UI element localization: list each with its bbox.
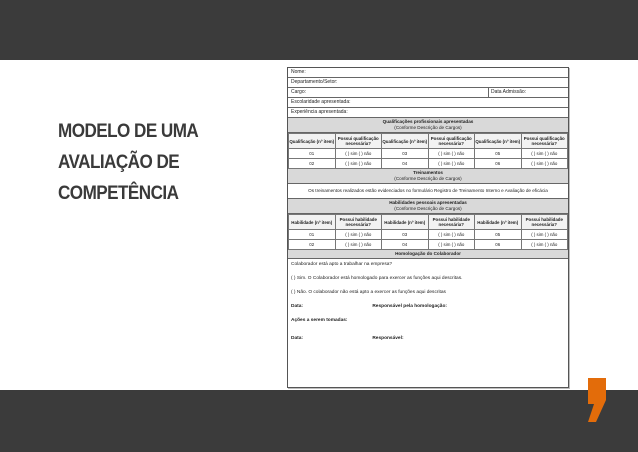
qualif-item: 02 xyxy=(289,159,336,169)
habil-col-a: Habilidade (nº item) xyxy=(289,215,336,230)
homolog-block xyxy=(288,259,568,353)
habil-option: ( ) sim ( ) não xyxy=(335,230,382,240)
trein-note: Os treinamentos realizados estão evidenciados no formulário Registro de Treinamento Interno e Avaliação de eficácia xyxy=(288,184,568,199)
apto-question: Colaborador está apto a trabalhar na empresa? xyxy=(291,262,393,267)
habil-item: 02 xyxy=(289,240,336,250)
qualif-col-b: Possui qualificação necessária? xyxy=(428,134,475,149)
qualif-item: 03 xyxy=(382,149,429,159)
field-experiencia xyxy=(288,108,568,118)
homolog-section-header xyxy=(288,250,568,259)
habil-option: ( ) sim ( ) não xyxy=(428,230,475,240)
final-sign-line xyxy=(291,336,565,342)
nome-label: Nome: xyxy=(291,69,306,75)
homolog-sign-line xyxy=(291,304,565,310)
habil-item: 05 xyxy=(475,230,522,240)
departamento-label: Departamento/Setor: xyxy=(291,79,338,85)
qualif-col-a: Qualificação (nº item) xyxy=(289,134,336,149)
trein-title: Treinamentos xyxy=(413,170,443,175)
slide-title-line-1: MODELO DE UMA xyxy=(58,121,199,142)
qualif-title: Qualificações profissionais apresentadas xyxy=(382,119,474,124)
brand-apostrophe-icon xyxy=(584,378,606,422)
trein-section-header xyxy=(288,169,568,184)
qualif-option: ( ) sim ( ) não xyxy=(428,159,475,169)
qualif-header-row xyxy=(289,134,568,149)
option-sim: ( ) Sim. O Colaborador está homologado para exercer as funções aqui descritas. xyxy=(291,276,463,281)
table-row xyxy=(289,149,568,159)
habil-section-header xyxy=(288,199,568,214)
habil-table xyxy=(288,214,568,250)
habil-option: ( ) sim ( ) não xyxy=(335,240,382,250)
qualif-item: 05 xyxy=(475,149,522,159)
field-cargo xyxy=(288,88,568,98)
qualif-section-header xyxy=(288,118,568,133)
table-row xyxy=(289,230,568,240)
qualif-table xyxy=(288,133,568,169)
cargo-label: Cargo: xyxy=(291,89,307,95)
table-row xyxy=(289,159,568,169)
habil-col-b: Possui habilidade necessária? xyxy=(521,215,568,230)
homolog-title: Homologação do Colaborador xyxy=(395,251,461,256)
field-nome xyxy=(288,68,568,78)
habil-subtitle: (Conforme Descrição de Cargos) xyxy=(394,206,462,211)
resp-label: Responsável: xyxy=(372,336,404,341)
top-band xyxy=(0,0,638,60)
option-nao: ( ) Não. O colaborador não está apto a exercer as funções aqui descritas xyxy=(291,290,446,295)
acoes-label: Ações a serem tomadas: xyxy=(291,318,348,323)
habil-col-a: Habilidade (nº item) xyxy=(382,215,429,230)
habil-item: 04 xyxy=(382,240,429,250)
qualif-item: 04 xyxy=(382,159,429,169)
table-row xyxy=(289,240,568,250)
qualif-subtitle: (Conforme Descrição de Cargos) xyxy=(394,125,462,130)
habil-header-row xyxy=(289,215,568,230)
habil-option: ( ) sim ( ) não xyxy=(521,240,568,250)
qualif-option: ( ) sim ( ) não xyxy=(521,159,568,169)
habil-col-b: Possui habilidade necessária? xyxy=(428,215,475,230)
habil-col-a: Habilidade (nº item) xyxy=(475,215,522,230)
habil-item: 06 xyxy=(475,240,522,250)
competency-form xyxy=(287,67,569,388)
habil-item: 01 xyxy=(289,230,336,240)
slide-title-line-2: AVALIAÇÃO DE xyxy=(58,152,180,173)
qualif-col-a: Qualificação (nº item) xyxy=(475,134,522,149)
trein-subtitle: (Conforme Descrição de Cargos) xyxy=(394,176,462,181)
qualif-item: 06 xyxy=(475,159,522,169)
data2-label: Data: xyxy=(291,336,303,341)
data-label: Data: xyxy=(291,304,303,309)
field-escolaridade xyxy=(288,98,568,108)
bottom-band xyxy=(0,390,638,452)
experiencia-label: Experiência apresentada: xyxy=(291,109,348,115)
admissao-label: Data Admissão: xyxy=(488,88,526,97)
qualif-option: ( ) sim ( ) não xyxy=(335,159,382,169)
habil-title: Habilidades pessoais apresentadas xyxy=(389,200,467,205)
acoes-line xyxy=(291,318,565,324)
qualif-col-b: Possui qualificação necessária? xyxy=(335,134,382,149)
escolaridade-label: Escolaridade apresentada: xyxy=(291,99,351,105)
qualif-option: ( ) sim ( ) não xyxy=(335,149,382,159)
qualif-option: ( ) sim ( ) não xyxy=(428,149,475,159)
habil-option: ( ) sim ( ) não xyxy=(521,230,568,240)
slide-title-line-3: COMPETÊNCIA xyxy=(58,183,179,204)
habil-item: 03 xyxy=(382,230,429,240)
qualif-item: 01 xyxy=(289,149,336,159)
qualif-col-a: Qualificação (nº item) xyxy=(382,134,429,149)
qualif-option: ( ) sim ( ) não xyxy=(521,149,568,159)
habil-option: ( ) sim ( ) não xyxy=(428,240,475,250)
resp-homolog-label: Responsável pela homologação: xyxy=(372,304,447,309)
field-departamento xyxy=(288,78,568,88)
slide-title xyxy=(58,116,229,209)
habil-col-b: Possui habilidade necessária? xyxy=(335,215,382,230)
qualif-col-b: Possui qualificação necessária? xyxy=(521,134,568,149)
